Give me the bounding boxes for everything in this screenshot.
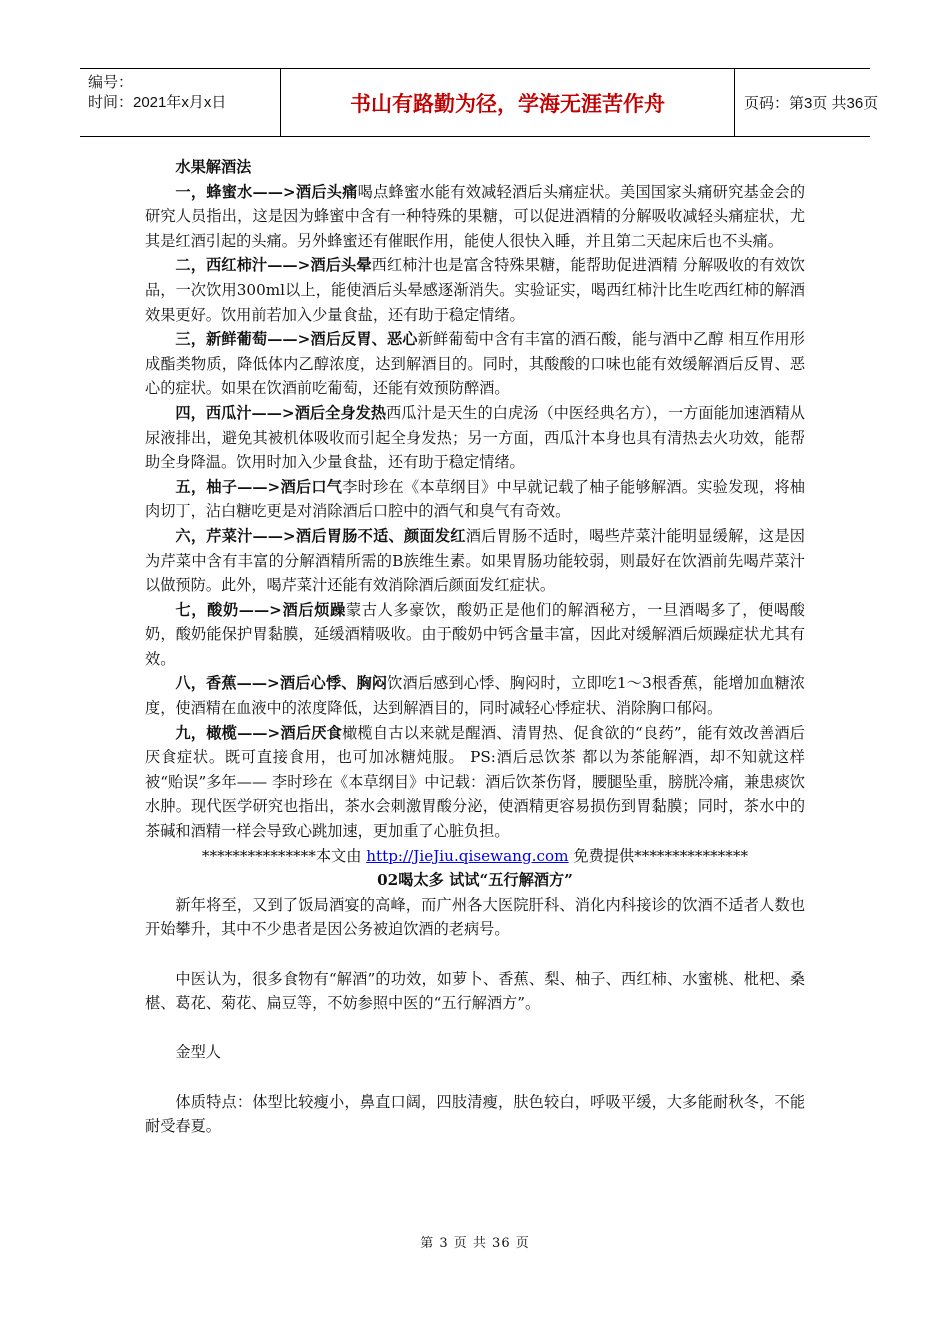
header-page-info: 页码：第3页 共36页 [744, 95, 879, 112]
list-item: 一，蜂蜜水——>酒后头痛喝点蜂蜜水能有效减轻酒后头痛症状。美国国家头痛研究基金会的研究人员指出，这是因为蜂蜜中含有一种特殊的果糖，可以促进酒精的分解吸收减轻头痛症状，尤其是红酒引起的头痛。另外蜂蜜还有催眠作用，能使人很快入睡，并且第二天起床后也不头痛。 [145, 182, 806, 250]
list-item: 五，柚子——>酒后口气李时珍在《本草纲目》中早就记载了柚子能够解酒。实验发现，将柚肉切丁，沾白糖吃更是对消除酒后口腔中的酒气和臭气有奇效。 [145, 477, 805, 521]
paragraph: 新年将至，又到了饭局酒宴的高峰，而广州各大医院肝科、消化内科接诊的饮酒不适者人数也开始攀升，其中不少患者是因公务被迫饮酒的老病号。 [145, 895, 805, 939]
source-link[interactable]: http://JieJiu.qisewang.com [366, 846, 569, 865]
section-title: 水果解酒法 [175, 158, 252, 176]
list-item: 六，芹菜汁——>酒后胃肠不适、颜面发红酒后胃肠不适时，喝些芹菜汁能明显缓解，这是因为芹菜中含有丰富的分解酒精所需的B族维生素。如果胃肠功能较弱，则最好在饮酒前先喝芹菜汁以做预防。此外，喝芹菜汁还能有效消除酒后颜面发红症状。 [145, 526, 805, 595]
list-item: 九，橄榄——>酒后厌食橄榄自古以来就是醒酒、清胃热、促食欲的“良药”，能有效改善酒后厌食症状。既可直接食用，也可加冰糖炖服。 PS:酒后忌饮茶 都以为茶能解酒，却不知就这样被“贻误”多年—— 李时珍在《本草纲目》中记载：酒后饮茶伤肾，腰腿坠重，膀胱冷痛，兼患痰饮水肿。现代医学研究也指出，茶水会刺激胃酸分泌，使酒精更容易损伤到胃黏膜；同时，茶水中的茶碱和酒精一样会导致心跳加速，更加重了心脏负担。 [145, 723, 805, 841]
source-line: ***************本文由 http://JieJiu.qisewang.com 免费提供*************** [201, 846, 749, 865]
list-item: 四，西瓜汁——>酒后全身发热西瓜汁是天生的白虎汤（中医经典名方），一方面能加速酒精从尿液排出，避免其被机体吸收而引起全身发热；另一方面，西瓜汁本身也具有清热去火功效，能帮助全身降温。饮用时加入少量食盐，还有助于稳定情绪。 [145, 403, 805, 472]
document-body [145, 155, 805, 1139]
list-item: 三，新鲜葡萄——>酒后反胃、恶心新鲜葡萄中含有丰富的酒石酸，能与酒中乙醇 相互作用形成酯类物质，降低体内乙醇浓度，达到解酒目的。同时，其酸酸的口味也能有效缓解酒后反胃、恶心的症状。如果在饮酒前吃葡萄，还能有效预防醉酒。 [145, 330, 805, 398]
paragraph: 体质特点：体型比较瘦小，鼻直口阔，四肢清瘦，肤色较白，呼吸平缓，大多能耐秋冬，不能耐受春夏。 [145, 1092, 805, 1136]
number-label: 编号： [88, 74, 134, 91]
list-item: 二，西红柿汁——>酒后头晕西红柿汁也是富含特殊果糖，能帮助促进酒精 分解吸收的有效饮品，一次饮用300ml以上，能使酒后头晕感逐渐消失。实验证实，喝西红柿汁比生吃西红柿的解酒效果更好。饮用前若加入少量食盐，还有助于稳定情绪。 [145, 256, 805, 324]
header-motto: 书山有路勤为径，学海无涯苦作舟 [281, 69, 735, 136]
subtitle: 02喝太多 试试“五行解酒方” [377, 871, 573, 890]
list-item: 八，香蕉——>酒后心悸、胸闷饮酒后感到心悸、胸闷时，立即吃1～3根香蕉，能增加血糖浓度，使酒精在血液中的浓度降低，达到解酒目的，同时减轻心悸症状、消除胸口郁闷。 [145, 674, 805, 718]
list-item: 七，酸奶——>酒后烦躁蒙古人多豪饮，酸奶正是他们的解酒秘方，一旦酒喝多了，便喝酸奶，酸奶能保护胃黏膜，延缓酒精吸收。由于酸奶中钙含量丰富，因此对缓解酒后烦躁症状尤其有效。 [145, 600, 805, 668]
paragraph: 金型人 [175, 1043, 221, 1062]
date-label: 时间：2021年x月x日 [88, 94, 227, 111]
header-meta [80, 69, 281, 136]
paragraph: 中医认为，很多食物有“解酒”的功效，如萝卜、香蕉、梨、柚子、西红柿、水蜜桃、枇杷、桑椹、葛花、菊花、扁豆等，不妨参照中医的“五行解酒方”。 [145, 969, 805, 1013]
page-footer: 第 3 页 共 36 页 [420, 1236, 530, 1251]
page-header [80, 68, 879, 137]
